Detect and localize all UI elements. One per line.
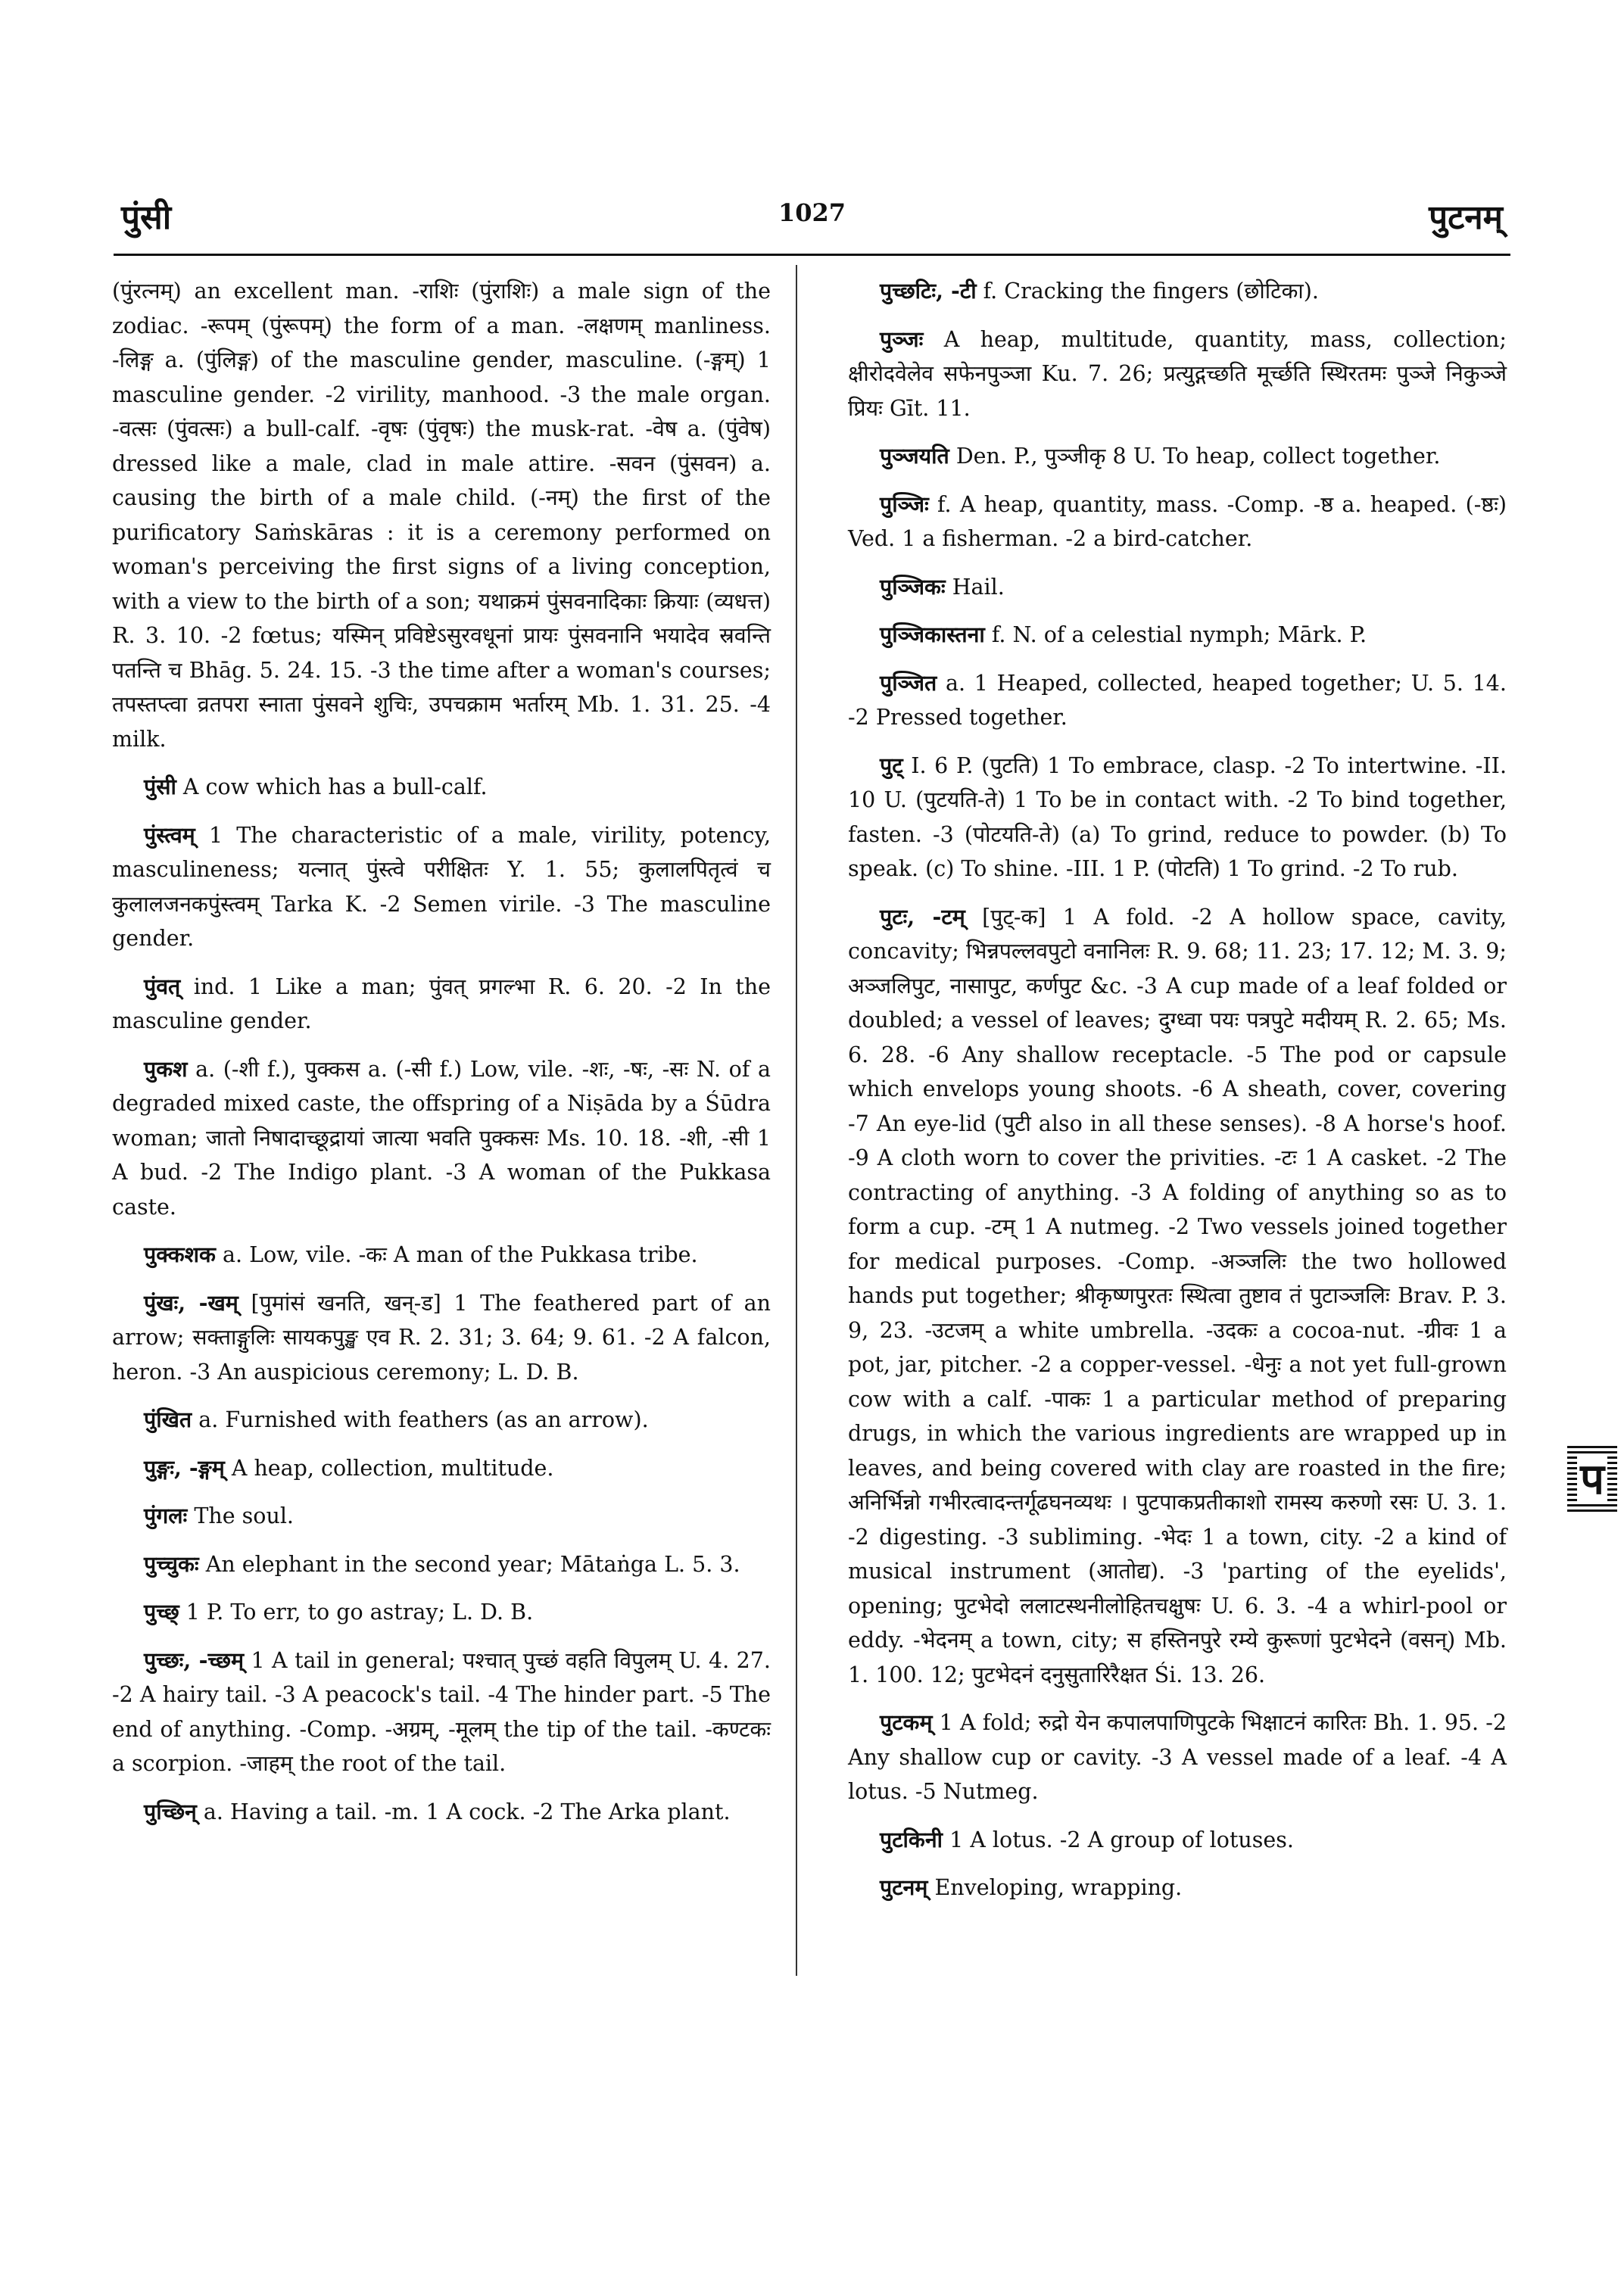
- left-running-headword: पुंसी: [121, 198, 172, 237]
- entry-text: 1 A fold; रुद्रो येन कपालपाणिपुटके भिक्षाटनं कारितः Bh. 1. 95. -2 Any shallow cup or cavity. -3 A vessel made of a leaf. -4 A lotus. -5 Nutmeg.: [848, 1710, 1507, 1804]
- page-header: [114, 189, 1510, 256]
- entry-text: 1 A lotus. -2 A group of lotuses.: [949, 1827, 1294, 1852]
- entry-text: The soul.: [194, 1503, 294, 1528]
- column-divider: [796, 265, 797, 1976]
- entry-text: [पुट्-क] 1 A fold. -2 A hollow space, cavity, concavity; भिन्नपल्लवपुटो वनानिलः R. 9. 68; 11. 23; 17. 12; M. 3. 9; अञ्जलिपुट, नासापुट, कर्णपुट &c. -3 A cup made of a leaf folded or doubled; a vessel of leaves; दुग्ध्वा पयः पत्रपुटे मदीयम् R. 2. 65; Ms. 6. 28. -6 Any shallow receptacle. -5 The pod or capsule which envelops young shoots. -6 A sheath, cover, covering -7 An eye-lid (पुटी also in all these senses). -8 A horse's hoof. -9 A cloth worn to cover the privities. -टः 1 A casket. -2 The contracting of anything. -3 A folding of anything so as to form a cup. -टम् 1 A nutmeg. -2 Two vessels joined together for medical purposes. -Comp. -अञ्जलिः the two hollowed hands put together; श्रीकृष्णपुरतः स्थित्वा तुष्टाव तं पुटाञ्जलिः Brav. P. 3. 9, 23. -उटजम् a white umbrella. -उदकः a cocoa-nut. -ग्रीवः 1 a pot, jar, pitcher. -2 a copper-vessel. -धेनुः a not yet full-grown cow with a calf. -पाकः 1 a particular method of preparing drugs, in which the various ingredients are wrapped up in leaves, and being covered with clay are roasted in the fire; अनिर्भिन्नो गभीरत्वादन्तर्गूढघनव्यथः । पुटपाकप्रतीकाशो रामस्य करुणो रसः U. 3. 1. -2 digesting. -3 subliming. -भेदः 1 a town, city. -2 a kind of musical instrument (आतोद्य). -3 'parting of the eyelids', opening; पुटभेदो ललाटस्थनीलोहितचक्षुषः U. 6. 3. -4 a whirl-pool or eddy. -भेदनम् a town, city; स हस्तिनपुरे रम्ये कुरूणां पुटभेदने (वसन्) Mb. 1. 100. 12; पुटभेदनं दनुसुतारिरैक्षत Śi. 13. 26.: [848, 904, 1507, 1687]
- entry-text: 1 A tail in general; पश्चात् पुच्छं वहति विपुलम् U. 4. 27. -2 A hairy tail. -3 A peacock's tail. -4 The hinder part. -5 The end of anything. -Comp. -अग्रम्, -मूलम् the tip of the tail. -कण्टकः a scorpion. -जाहम् the root of the tail.: [112, 1647, 771, 1776]
- dictionary-entry: [112, 1451, 771, 1486]
- entry-text: I. 6 P. (पुटति) 1 To embrace, clasp. -2 To intertwine. -II. 10 U. (पुटयति-ते) 1 To be in contact with. -2 To bind together, fasten. -3 (पोटयति-ते) (a) To grind, reduce to powder. (b) To speak. (c) To shine. -III. 1 P. (पोटति) 1 To grind. -2 To rub.: [848, 752, 1507, 881]
- dictionary-entry: [112, 770, 771, 805]
- entry-headword: पुंगलः: [144, 1503, 188, 1528]
- entry-headword: पुञ्जिकः: [880, 573, 946, 600]
- entry-headword: पुच्छः, -च्छम्: [144, 1647, 244, 1673]
- entry-headword: पुञ्जित: [880, 669, 937, 696]
- dictionary-entry: [848, 439, 1507, 474]
- dictionary-entry: [848, 900, 1507, 1693]
- dictionary-entry: [848, 1871, 1507, 1905]
- entry-headword: पुच्छिन्: [144, 1798, 197, 1824]
- entry-headword: पुच्छ्: [144, 1599, 179, 1625]
- entry-text: f. A heap, quantity, mass. -Comp. -ष्ठ a. heaped. (-ष्ठः) Ved. 1 a fisherman. -2 a bird-catcher.: [848, 491, 1507, 551]
- entry-headword: पुंखः, -खम्: [144, 1289, 238, 1316]
- entry-headword: पुटः, -टम्: [880, 903, 965, 930]
- entry-text: a. Low, vile. -कः A man of the Pukkasa tribe.: [222, 1242, 698, 1267]
- page-number: 1027: [778, 198, 846, 227]
- entry-text: a. Furnished with feathers (as an arrow).: [198, 1407, 649, 1432]
- entry-text: A heap, multitude, quantity, mass, collection; क्षीरोदवेलेव सफेनपुञ्जा Ku. 7. 26; प्रत्युद्गच्छति मूर्च्छति स्थिरतमः पुञ्जे निकुञ्जे प्रियः Gīt. 11.: [848, 326, 1507, 421]
- entry-headword: पुञ्जिः: [880, 491, 929, 517]
- entry-text: Den. P., पुञ्जीकृ 8 U. To heap, collect together.: [955, 444, 1441, 469]
- thumb-index-letter: प: [1577, 1456, 1607, 1502]
- entry-text: ind. 1 Like a man; पुंवत् प्रगल्भा R. 6. 20. -2 In the masculine gender.: [112, 974, 771, 1033]
- left-column: [112, 274, 771, 1843]
- right-running-headword: पुटनम्: [1429, 198, 1503, 237]
- dictionary-entry: [112, 1052, 771, 1225]
- dictionary-entry: [112, 1795, 771, 1830]
- entry-headword: पुटनम्: [880, 1874, 928, 1900]
- entry-text: 1 The characteristic of a male, virility, potency, masculineness; यत्नात् पुंस्त्वे परीक्षितः Y. 1. 55; कुलालपितृत्वं च कुलालजनकपुंस्त्वम् Tarka K. -2 Semen virile. -3 The masculine gender.: [112, 822, 771, 951]
- dictionary-entry: [112, 1403, 771, 1438]
- entry-headword: पुटकिनी: [880, 1826, 943, 1852]
- entry-headword: पुटकम्: [880, 1709, 933, 1735]
- entry-headword: पुच्छटिः, -टी: [880, 278, 977, 304]
- entry-headword: पुक्कशक: [144, 1242, 216, 1267]
- dictionary-entry: [848, 1823, 1507, 1858]
- entry-text: f. N. of a celestial nymph; Mārk. P.: [991, 622, 1367, 647]
- dictionary-entry: [848, 488, 1507, 556]
- entry-text: An elephant in the second year; Mātaṅga L. 5. 3.: [205, 1551, 740, 1577]
- dictionary-entry: [112, 274, 771, 756]
- dictionary-entry: [112, 818, 771, 956]
- entry-text: f. Cracking the fingers (छोटिका).: [983, 279, 1319, 304]
- entry-text: 1 P. To err, to go astray; L. D. B.: [185, 1600, 534, 1625]
- entry-headword: पुच्चुकः: [144, 1550, 199, 1577]
- entry-headword: पुञ्जः: [880, 326, 924, 352]
- dictionary-entry: [112, 1499, 771, 1534]
- entry-text: Hail.: [952, 574, 1005, 600]
- entry-headword: पुंखित: [144, 1407, 192, 1432]
- dictionary-entry: [112, 1643, 771, 1781]
- entry-headword: पुंवत्: [144, 973, 181, 999]
- dictionary-entry: [848, 618, 1507, 653]
- entry-headword: पुञ्जयति: [880, 443, 949, 469]
- entry-text: (पुंरत्नम्) an excellent man. -राशिः (पुंराशिः) a male sign of the zodiac. -रूपम् (पुंरूपम्) the form of a man. -लक्षणम् manliness. -लिङ्ग a. (पुंलिङ्ग) of the masculine gender, masculine. (-ङ्गम्) 1 masculine gender. -2 virility, manhood. -3 the male organ. -वत्सः (पुंवत्सः) a bull-calf. -वृषः (पुंवृषः) the musk-rat. -वेष a. (पुंवेष) dressed like a male, clad in male attire. -सवन (पुंसवन) a. causing the birth of a male child. (-नम्) the first of the purificatory Saṁskāras : it is a ceremony performed on woman's perceiving the first signs of a living conception, with a view to the birth of a son; यथाक्रमं पुंसवनादिकाः क्रियाः (व्यधत्त) R. 3. 10. -2 fœtus; यस्मिन् प्रविष्टेऽसुरवधूनां प्रायः पुंसवनानि भयादेव स्रवन्ति पतन्ति च Bhāg. 5. 24. 15. -3 the time after a woman's courses; तपस्तप्त्वा व्रतपरा स्नाता पुंसवने शुचिः, उपचक्राम भर्तारम् Mb. 1. 31. 25. -4 milk.: [112, 279, 771, 752]
- entry-text: A cow which has a bull-calf.: [182, 774, 488, 799]
- entry-headword: पुङ्गः, -ङ्गम्: [144, 1454, 225, 1481]
- entry-text: Enveloping, wrapping.: [934, 1875, 1183, 1900]
- dictionary-entry: [848, 666, 1507, 735]
- dictionary-entry: [848, 274, 1507, 309]
- entry-headword: पुंसी: [144, 774, 176, 799]
- dictionary-entry: [112, 1595, 771, 1630]
- dictionary-entry: [848, 570, 1507, 605]
- entry-text: a. 1 Heaped, collected, heaped together; U. 5. 14. -2 Pressed together.: [848, 670, 1507, 730]
- dictionary-entry: [112, 1238, 771, 1273]
- dictionary-entry: [848, 749, 1507, 886]
- entry-text: a. Having a tail. -m. 1 A cock. -2 The Arka plant.: [203, 1799, 731, 1824]
- thumb-index-tab: [1567, 1446, 1617, 1513]
- dictionary-entry: [848, 322, 1507, 426]
- dictionary-entry: [848, 1706, 1507, 1809]
- entry-text: [पुमांसं खनति, खन्-ड] 1 The feathered part of an arrow; सक्ताङ्गुलिः सायकपुङ्ख एव R. 2. 31; 3. 64; 9. 61. -2 A falcon, heron. -3 An auspicious ceremony; L. D. B.: [112, 1290, 771, 1385]
- dictionary-entry: [112, 970, 771, 1039]
- dictionary-entry: [112, 1286, 771, 1390]
- entry-headword: पुट्: [880, 752, 903, 778]
- entry-text: A heap, collection, multitude.: [231, 1455, 554, 1481]
- entry-text: a. (-शी f.), पुक्कस a. (-सी f.) Low, vile. -शः, -षः, -सः N. of a degraded mixed caste, the offspring of a Niṣāda by a Śūdra woman; जातो निषादाच्छूद्रायां जात्या भवति पुक्कसः Ms. 10. 18. -शी, -सी 1 A bud. -2 The Indigo plant. -3 A woman of the Pukkasa caste.: [112, 1056, 771, 1220]
- right-column: [848, 274, 1507, 1919]
- entry-headword: पुञ्जिकास्तना: [880, 622, 985, 647]
- entry-headword: पुंस्त्वम्: [144, 821, 195, 848]
- dictionary-entry: [112, 1547, 771, 1582]
- entry-headword: पुकश: [144, 1055, 188, 1082]
